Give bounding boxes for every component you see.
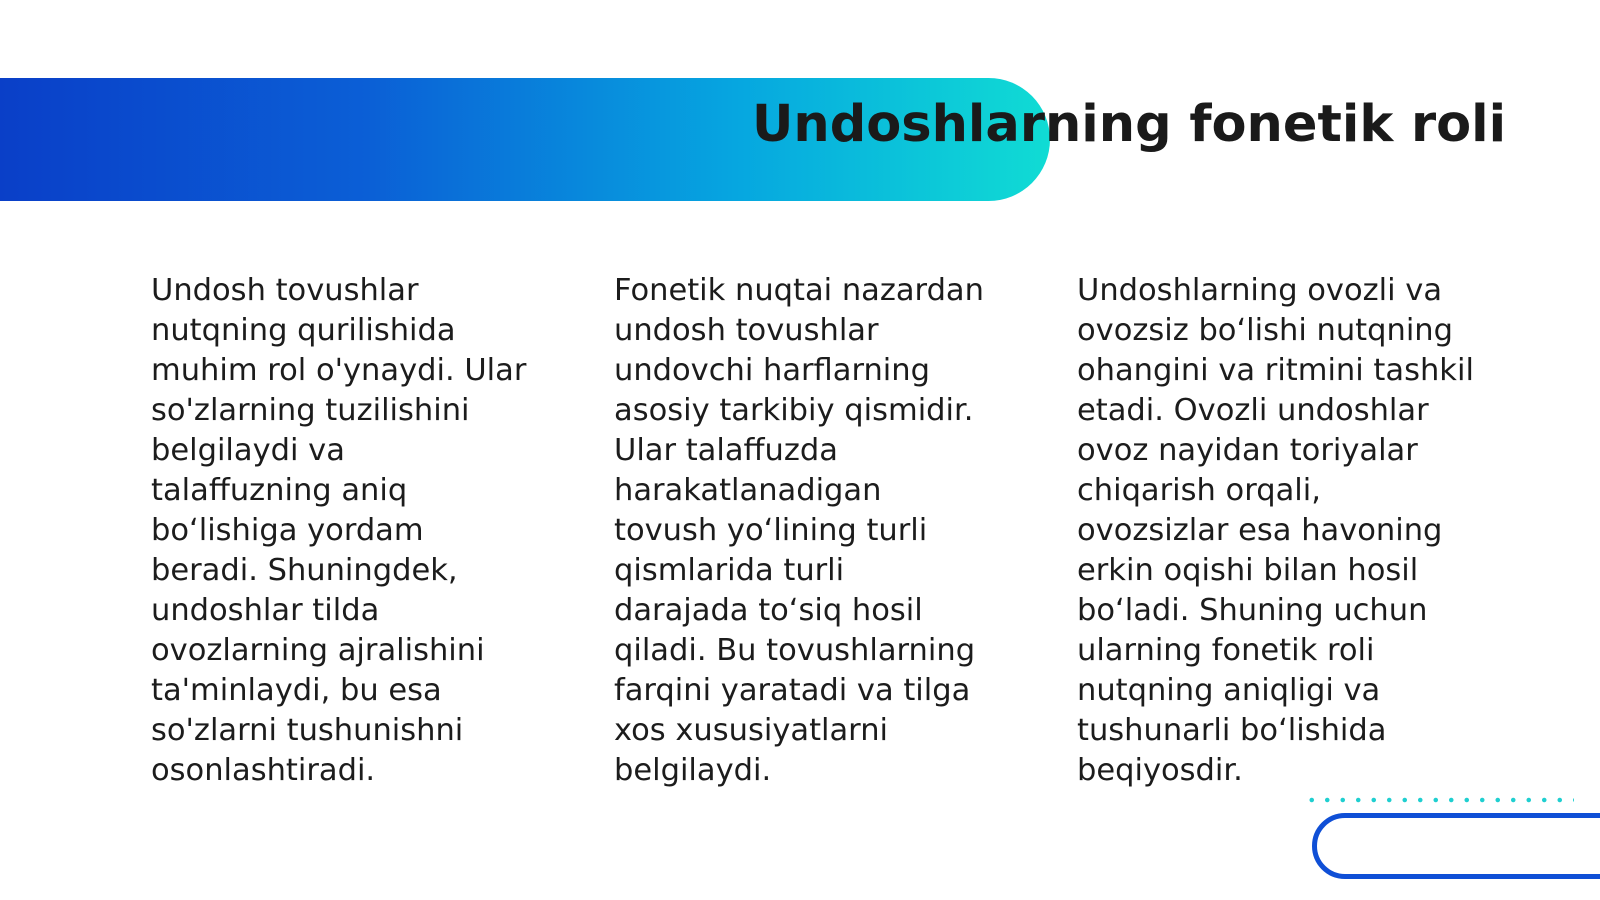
text-column-3: Undoshlarning ovozli va ovozsiz bo‘lishi nutqning ohangini va ritmini tashkil etadi. Ovozli undoshlar ovoz nayidan toriyalar chiqarish orqali, ovozsizlar esa havoning erkin oqishi bilan hosil bo‘ladi. Shuning uchun ularning fonetik roli nutqning aniqligi va tushunarli bo‘lishida beqiyosdir.	[1077, 273, 1474, 788]
decorative-dots	[1304, 796, 1574, 804]
slide-title: Undoshlarning fonetik roli	[752, 95, 1507, 154]
decorative-pill-outline	[1312, 813, 1600, 879]
text-column-2: Fonetik nuqtai nazardan undosh tovushlar undovchi harflarning asosiy tarkibiy qismidir. Ular talaffuzda harakatlanadigan tovush yo‘lining turli qismlarida turli darajada to‘siq hosil qiladi. Bu tovushlarning farqini yaratadi va tilga xos xususiyatlarni belgilaydi.	[614, 273, 984, 788]
text-column-1: Undosh tovushlar nutqning qurilishida muhim rol o'ynaydi. Ular so'zlarning tuzilishini belgilaydi va talaffuzning aniq bo‘lishiga yordam beradi. Shuningdek, undoshlar tilda ovozlarning ajralishini ta'minlaydi, bu esa so'zlarni tushunishni osonlashtiradi.	[151, 273, 527, 788]
